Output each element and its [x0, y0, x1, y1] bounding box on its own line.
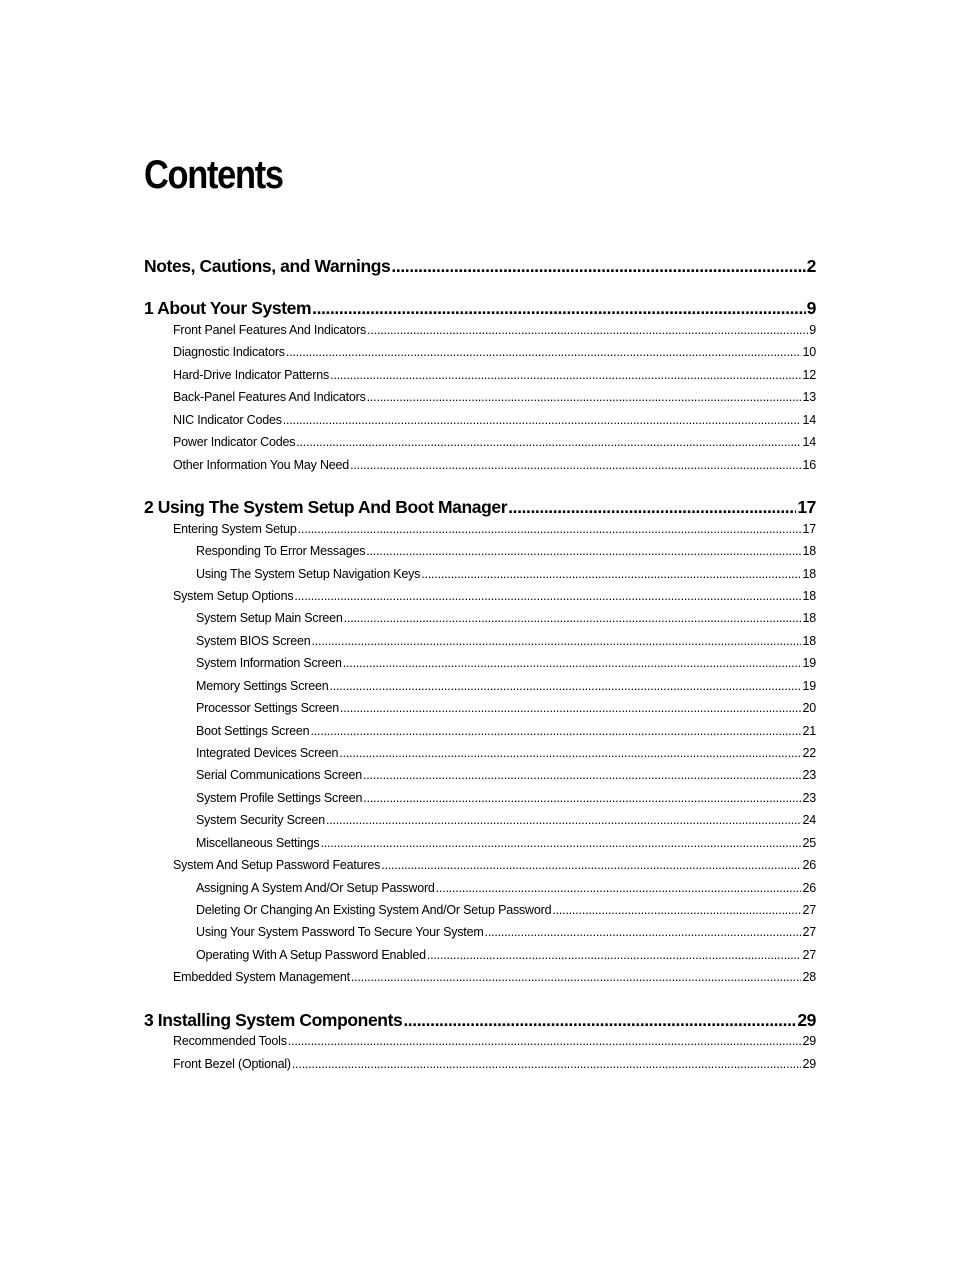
toc-chapter-entry[interactable] [144, 1010, 816, 1031]
toc-entry-title: Front Panel Features And Indicators [173, 323, 367, 337]
toc-entry-page: 10 [802, 345, 816, 359]
toc-entry[interactable] [173, 435, 816, 449]
toc-entry-title: Responding To Error Messages [196, 544, 366, 558]
dot-leader [363, 791, 801, 805]
toc-entry-title: Serial Communications Screen [196, 768, 363, 782]
toc-entry-title: Boot Settings Screen [196, 724, 310, 738]
toc-entry[interactable] [196, 656, 816, 670]
dot-leader [330, 368, 801, 382]
dot-leader [286, 345, 802, 359]
toc-entry[interactable] [196, 948, 816, 962]
dot-leader [326, 813, 802, 827]
toc-entry[interactable] [196, 544, 816, 558]
toc-entry-title: Memory Settings Screen [196, 679, 329, 693]
toc-entry-page: 18 [802, 589, 816, 603]
toc-entry-page: 19 [802, 656, 816, 670]
toc-entry[interactable] [196, 836, 816, 850]
dot-leader [350, 458, 801, 472]
dot-leader [312, 634, 802, 648]
toc-entry[interactable] [173, 368, 816, 382]
toc-entry-title: Hard-Drive Indicator Patterns [173, 368, 330, 382]
toc-entry-page: 22 [802, 746, 816, 760]
toc-entry-title: Embedded System Management [173, 970, 350, 984]
toc-entry-page: 27 [802, 903, 816, 917]
toc-entry-title: Deleting Or Changing An Existing System And/Or Setup Password [196, 903, 552, 917]
toc-entry[interactable] [196, 724, 816, 738]
toc-entry-title: 3 Installing System Components [144, 1010, 403, 1030]
toc-entry-page: 26 [802, 881, 816, 895]
toc-entry-page: 17 [797, 497, 816, 517]
toc-entry-page: 14 [802, 413, 816, 427]
toc-entry-page: 14 [802, 435, 816, 449]
dot-leader [367, 323, 808, 337]
dot-leader [363, 768, 801, 782]
dot-leader [312, 298, 806, 319]
toc-entry-page: 12 [802, 368, 816, 382]
toc-entry[interactable] [196, 925, 816, 939]
toc-entry-page: 23 [802, 791, 816, 805]
toc-entry-title: Back-Panel Features And Indicators [173, 390, 366, 404]
toc-entry[interactable] [196, 746, 816, 760]
toc-entry-title: Diagnostic Indicators [173, 345, 285, 359]
toc-entry[interactable] [196, 567, 816, 581]
toc-entry-page: 23 [802, 768, 816, 782]
toc-entry[interactable] [173, 589, 816, 603]
dot-leader [310, 724, 801, 738]
toc-entry-page: 17 [802, 522, 816, 536]
dot-leader [292, 1057, 802, 1071]
toc-entry-page: 18 [802, 611, 816, 625]
toc-entry[interactable] [173, 522, 816, 536]
toc-entry-title: Integrated Devices Screen [196, 746, 339, 760]
toc-entry[interactable] [173, 345, 816, 359]
dot-leader [296, 435, 801, 449]
toc-entry-title: Notes, Cautions, and Warnings [144, 256, 391, 276]
toc-entry[interactable] [173, 1034, 816, 1048]
toc-entry-title: System Profile Settings Screen [196, 791, 363, 805]
toc-entry-page: 16 [802, 458, 816, 472]
toc-entry[interactable] [196, 768, 816, 782]
toc-entry-page: 29 [802, 1034, 816, 1048]
toc-entry-title: System Setup Main Screen [196, 611, 343, 625]
toc-entry[interactable] [173, 970, 816, 984]
toc-entry-page: 9 [806, 298, 816, 318]
toc-entry-title: System Security Screen [196, 813, 325, 827]
toc-entry-page: 29 [797, 1010, 816, 1030]
toc-chapter-entry[interactable] [144, 298, 816, 319]
toc-entry-page: 29 [802, 1057, 816, 1071]
toc-entry-title: Power Indicator Codes [173, 435, 296, 449]
toc-entry-title: NIC Indicator Codes [173, 413, 282, 427]
toc-entry-page: 18 [802, 567, 816, 581]
toc-entry[interactable] [196, 881, 816, 895]
toc-chapter-entry[interactable] [144, 497, 816, 518]
dot-leader [339, 746, 801, 760]
toc-entry[interactable] [173, 390, 816, 404]
toc-entry-title: Using The System Setup Navigation Keys [196, 567, 421, 581]
toc-entry[interactable] [196, 813, 816, 827]
toc-entry-page: 21 [802, 724, 816, 738]
toc-entry-page: 9 [809, 323, 816, 337]
toc-entry-page: 20 [802, 701, 816, 715]
dot-leader [351, 970, 802, 984]
dot-leader [329, 679, 801, 693]
dot-leader [391, 256, 805, 277]
toc-entry-title: Other Information You May Need [173, 458, 350, 472]
toc-entry-title: Using Your System Password To Secure Your System [196, 925, 484, 939]
toc-entry-page: 27 [802, 925, 816, 939]
toc-entry[interactable] [173, 323, 816, 337]
toc-entry-page: 24 [802, 813, 816, 827]
dot-leader [508, 497, 796, 518]
toc-entry-page: 26 [802, 858, 816, 872]
dot-leader [288, 1034, 802, 1048]
dot-leader [381, 858, 801, 872]
toc-entry-title: Front Bezel (Optional) [173, 1057, 291, 1071]
dot-leader [344, 611, 802, 625]
toc-entry-title: System Information Screen [196, 656, 342, 670]
toc-entry-title: System BIOS Screen [196, 634, 311, 648]
toc-entry-title: Miscellaneous Settings [196, 836, 320, 850]
dot-leader [427, 948, 802, 962]
dot-leader [403, 1010, 796, 1031]
toc-entry[interactable] [173, 458, 816, 472]
toc-entry[interactable] [196, 701, 816, 715]
dot-leader [367, 390, 802, 404]
dot-leader [320, 836, 801, 850]
toc-entry-page: 27 [802, 948, 816, 962]
dot-leader [552, 903, 801, 917]
toc-entry[interactable] [196, 903, 816, 917]
toc-entry-title: System And Setup Password Features [173, 858, 381, 872]
toc-entry-title: Processor Settings Screen [196, 701, 339, 715]
dot-leader [298, 522, 802, 536]
toc-entry-title: System Setup Options [173, 589, 294, 603]
toc-entry[interactable] [196, 634, 816, 648]
toc-entry-page: 13 [802, 390, 816, 404]
dot-leader [283, 413, 802, 427]
page-title: Contents [144, 153, 283, 197]
toc-entry-title: Operating With A Setup Password Enabled [196, 948, 426, 962]
toc-entry[interactable] [173, 1057, 816, 1071]
toc-entry-page: 19 [802, 679, 816, 693]
dot-leader [343, 656, 802, 670]
toc-entry[interactable] [173, 858, 816, 872]
dot-leader [436, 881, 802, 895]
toc-entry-title: Recommended Tools [173, 1034, 287, 1048]
toc-entry-title: 1 About Your System [144, 298, 312, 318]
toc-entry-page: 28 [802, 970, 816, 984]
toc-entry-page: 2 [806, 256, 816, 276]
dot-leader [340, 701, 801, 715]
toc-entry[interactable] [196, 611, 816, 625]
dot-leader [421, 567, 801, 581]
toc-entry-title: Entering System Setup [173, 522, 297, 536]
toc-chapter-entry[interactable] [144, 256, 816, 277]
toc-entry-title: Assigning A System And/Or Setup Password [196, 881, 435, 895]
dot-leader [294, 589, 801, 603]
toc-entry-title: 2 Using The System Setup And Boot Manager [144, 497, 508, 517]
toc-entry-page: 18 [802, 634, 816, 648]
toc-entry[interactable] [196, 791, 816, 805]
toc-entry-page: 18 [802, 544, 816, 558]
toc-entry-page: 25 [802, 836, 816, 850]
toc-entry[interactable] [173, 413, 816, 427]
dot-leader [485, 925, 802, 939]
toc-entry[interactable] [196, 679, 816, 693]
dot-leader [366, 544, 801, 558]
